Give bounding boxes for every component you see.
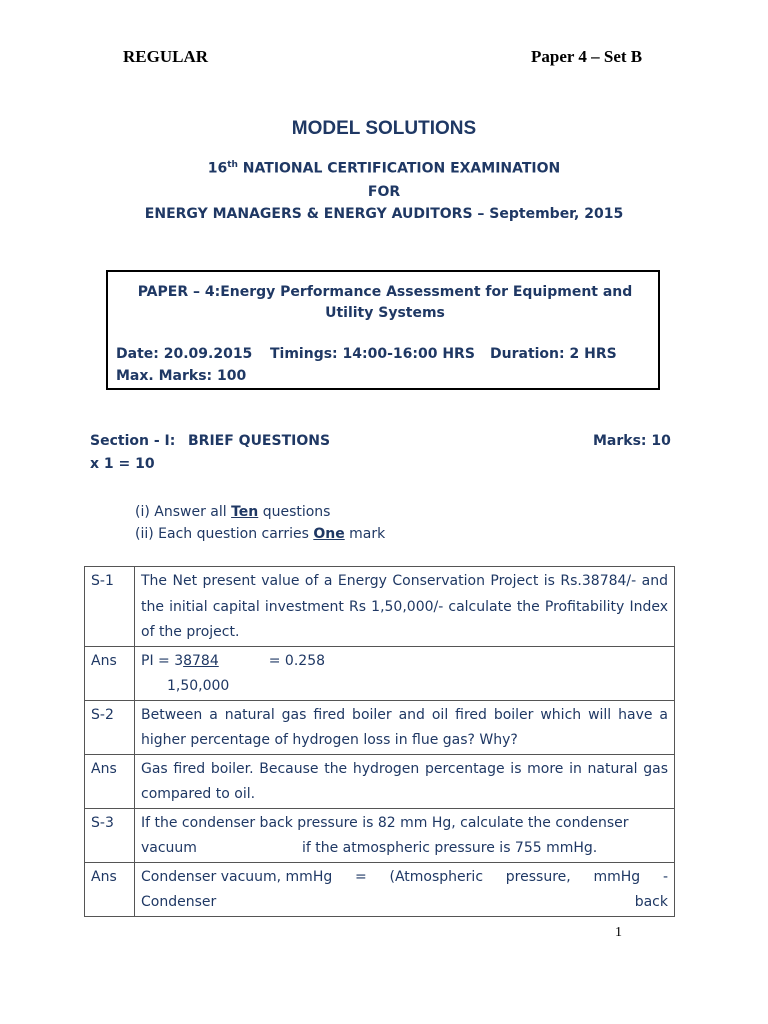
- section-marks-continued: x 1 = 10: [90, 456, 155, 472]
- exam-title-line: [0, 160, 768, 177]
- answer-line-2: [141, 890, 668, 916]
- answer-fragment: =: [355, 868, 367, 885]
- exam-date: Date: 20.09.2015: [116, 346, 253, 362]
- exam-audience-line: ENERGY MANAGERS & ENERGY AUDITORS – September, 2015: [144, 206, 624, 222]
- formula-prefix: PI = 3: [141, 652, 184, 669]
- formula-result: = 0.258: [268, 652, 326, 669]
- answer-fragment: Condenser: [141, 894, 217, 910]
- instruction-1-suffix: questions: [258, 504, 331, 520]
- instruction-1-prefix: (i) Answer all: [135, 504, 232, 520]
- page-title: MODEL SOLUTIONS: [291, 118, 477, 139]
- question-line-2b: if the atmospheric pressure is 755 mmHg.: [301, 840, 598, 856]
- question-text: The Net present value of a Energy Conservation Project is Rs.38784/- and the initial capital investment Rs 1,50,000/- calculate the Profitability Index of the project.: [135, 567, 675, 647]
- exam-for-line: FOR: [367, 184, 401, 200]
- question-line-2a: vacuum: [141, 840, 197, 856]
- answer-fragment: pressure,: [505, 868, 571, 885]
- row-label: Ans: [85, 862, 135, 916]
- section-label: Section - I:: [90, 433, 176, 449]
- answer-formula: [135, 646, 675, 700]
- paper-title: PAPER – 4:Energy Performance Assessment for Equipment and Utility Systems: [137, 284, 633, 321]
- question-line-1: If the condenser back pressure is 82 mm Hg, calculate the condenser: [141, 814, 629, 831]
- exam-number: 16: [207, 160, 228, 177]
- row-label: S-2: [85, 700, 135, 754]
- exam-duration: Duration: 2 HRS: [490, 346, 617, 362]
- answer-fragment: Condenser vacuum, mmHg: [141, 868, 333, 885]
- answer-line-1: [141, 865, 668, 891]
- instruction-1-emphasis: Ten: [231, 504, 259, 520]
- header-paper-set: Paper 4 – Set B: [531, 47, 643, 66]
- section-type: BRIEF QUESTIONS: [188, 433, 331, 449]
- answer-text: Gas fired boiler. Because the hydrogen percentage is more in natural gas compared to oil.: [135, 754, 675, 808]
- answer-fragment: -: [662, 868, 668, 885]
- question-line-2: [141, 840, 597, 856]
- instruction-2: [135, 526, 385, 542]
- table-row: [85, 862, 675, 916]
- table-row: [85, 646, 675, 700]
- instruction-2-prefix: (ii) Each question carries: [135, 526, 314, 542]
- exam-number-suffix: th: [227, 160, 238, 170]
- formula-denominator: 1,50,000: [167, 678, 230, 694]
- page-number: 1: [615, 925, 622, 940]
- row-label: S-3: [85, 808, 135, 862]
- instruction-2-suffix: mark: [344, 526, 386, 542]
- section-marks: Marks: 10: [593, 433, 671, 449]
- answer-fragment: back: [634, 894, 668, 910]
- instruction-2-emphasis: One: [313, 526, 345, 542]
- answer-fragment: (Atmospheric: [389, 868, 484, 885]
- qa-table: [84, 566, 675, 917]
- row-label: S-1: [85, 567, 135, 647]
- row-label: Ans: [85, 646, 135, 700]
- exam-title-text: NATIONAL CERTIFICATION EXAMINATION: [237, 160, 561, 177]
- question-text: [135, 808, 675, 862]
- formula-numerator: 8784: [183, 652, 219, 669]
- table-row: [85, 754, 675, 808]
- exam-timings: Timings: 14:00-16:00 HRS: [270, 346, 475, 362]
- paper-schedule-line: [116, 346, 654, 362]
- header-regular: REGULAR: [123, 47, 209, 66]
- table-row: [85, 567, 675, 647]
- instruction-1: [135, 504, 330, 520]
- paper-info-box: [106, 270, 660, 390]
- formula-numerator-line: [141, 649, 668, 675]
- answer-fragment: mmHg: [593, 868, 641, 885]
- question-text: Between a natural gas fired boiler and oil fired boiler which will have a higher percentage of hydrogen loss in flue gas? Why?: [135, 700, 675, 754]
- max-marks: Max. Marks: 100: [116, 368, 247, 384]
- table-row: [85, 808, 675, 862]
- row-label: Ans: [85, 754, 135, 808]
- answer-text: [135, 862, 675, 916]
- table-row: [85, 700, 675, 754]
